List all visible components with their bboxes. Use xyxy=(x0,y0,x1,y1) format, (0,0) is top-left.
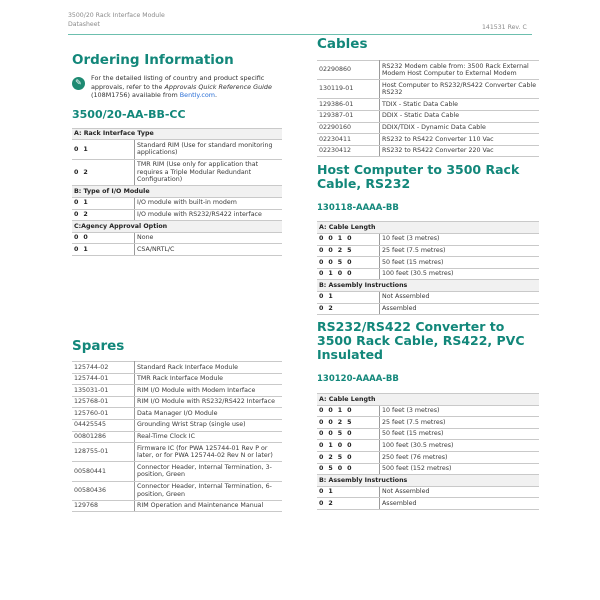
category-row xyxy=(317,222,539,234)
option-code: 0 1 xyxy=(317,486,380,498)
option-description: DDIX - Static Data Cable xyxy=(380,110,540,122)
option-description: 10 feet (3 metres) xyxy=(380,233,540,245)
option-description: Standard Rack Interface Module xyxy=(135,362,283,374)
header-divider xyxy=(68,34,532,35)
table-row xyxy=(72,500,282,512)
doc-number: 141531 Rev. C xyxy=(482,24,527,31)
table-row xyxy=(317,417,539,429)
option-code: 0 1 xyxy=(72,140,135,159)
option-code: 125760-01 xyxy=(72,408,135,420)
table-row xyxy=(317,428,539,440)
category-row xyxy=(317,475,539,487)
category-row xyxy=(72,221,282,233)
option-description: CSA/NRTL/C xyxy=(135,244,283,256)
option-description: Standard RIM (Use for standard monitoring applications) xyxy=(135,140,283,159)
option-code: 0 2 xyxy=(72,159,135,186)
table-row xyxy=(72,373,282,385)
ordering-title: Ordering Information xyxy=(72,52,234,68)
option-code: 0 0 2 5 xyxy=(317,417,380,429)
option-description: Data Manager I/O Module xyxy=(135,408,283,420)
spares-section xyxy=(72,338,282,512)
option-code: 04425545 xyxy=(72,419,135,431)
option-description: 100 feet (30.5 metres) xyxy=(380,440,540,452)
option-code: 02230412 xyxy=(317,145,380,157)
table-row xyxy=(317,405,539,417)
category-label: B: Type of I/O Module xyxy=(72,186,282,198)
option-code: 00801286 xyxy=(72,431,135,443)
option-description: None xyxy=(135,232,283,244)
table-row xyxy=(72,462,282,481)
table-row xyxy=(317,110,539,122)
guide-title: Approvals Quick Reference Guide xyxy=(164,82,272,91)
option-description: Grounding Wrist Strap (single use) xyxy=(135,419,283,431)
option-description: TMR RIM (Use only for application that requires a Triple Modular Redundant Configuration) xyxy=(135,159,283,186)
table-row xyxy=(317,245,539,257)
option-code: 0 2 xyxy=(72,209,135,221)
product-name: 3500/20 Rack Interface Module xyxy=(68,12,165,19)
spares-table xyxy=(72,361,282,512)
option-code: 129768 xyxy=(72,500,135,512)
category-label: B: Assembly Instructions xyxy=(317,475,539,487)
table-row xyxy=(72,481,282,500)
option-description: 50 feet (15 metres) xyxy=(380,428,540,440)
table-row xyxy=(317,145,539,157)
option-code: 129386-01 xyxy=(317,99,380,111)
approvals-note xyxy=(72,74,282,100)
note-text: For the detailed listing of country and product specific approvals, refer to the Approvals Quick Reference Guide (108M1756) available from Bently.com. xyxy=(91,74,272,100)
option-description: Assembled xyxy=(380,498,540,510)
option-description: 100 feet (30.5 metres) xyxy=(380,268,540,280)
host-cable-title: Host Computer to 3500 Rack Cable, RS232 xyxy=(317,162,520,192)
cables-table xyxy=(317,60,539,157)
cables-section xyxy=(317,36,539,510)
option-description: RS232 to RS422 Converter 110 Vac xyxy=(380,134,540,146)
option-code: 125744-02 xyxy=(72,362,135,374)
category-label: C:Agency Approval Option xyxy=(72,221,282,233)
table-row xyxy=(317,291,539,303)
option-code: 135031-01 xyxy=(72,385,135,397)
option-code: 0 0 5 0 xyxy=(317,428,380,440)
option-code: 0 1 xyxy=(72,197,135,209)
option-code: 0 2 5 0 xyxy=(317,452,380,464)
option-description: 500 feet (152 metres) xyxy=(380,463,540,475)
option-code: 130119-01 xyxy=(317,80,380,99)
option-description: 25 feet (7.5 metres) xyxy=(380,417,540,429)
table-row xyxy=(72,443,282,462)
ordering-part-number: 3500/20-AA-BB-CC xyxy=(72,107,186,121)
table-row xyxy=(317,463,539,475)
option-description: I/O module with built-in modem xyxy=(135,197,283,209)
ordering-section xyxy=(72,52,282,256)
table-row xyxy=(317,452,539,464)
option-code: 0 1 xyxy=(72,244,135,256)
option-code: 0 1 0 0 xyxy=(317,268,380,280)
option-code: 0 0 1 0 xyxy=(317,233,380,245)
table-row xyxy=(72,232,282,244)
table-row xyxy=(317,257,539,269)
option-code: 00580436 xyxy=(72,481,135,500)
table-row xyxy=(72,431,282,443)
option-code: 0 2 xyxy=(317,498,380,510)
option-description: 10 feet (3 metres) xyxy=(380,405,540,417)
category-row xyxy=(317,280,539,292)
table-row xyxy=(317,233,539,245)
cables-title: Cables xyxy=(317,36,368,52)
option-code: 0 5 0 0 xyxy=(317,463,380,475)
option-code: 0 0 xyxy=(72,232,135,244)
option-description: TMR Rack Interface Module xyxy=(135,373,283,385)
option-code: 0 0 5 0 xyxy=(317,257,380,269)
table-row xyxy=(72,396,282,408)
category-label: A: Cable Length xyxy=(317,394,539,406)
table-row xyxy=(317,268,539,280)
doc-type: Datasheet xyxy=(68,21,100,28)
option-code: 128755-01 xyxy=(72,443,135,462)
option-description: DDIX/TDIX - Dynamic Data Cable xyxy=(380,122,540,134)
option-description: TDIX - Static Data Cable xyxy=(380,99,540,111)
ordering-table xyxy=(72,128,282,256)
host-cable-table xyxy=(317,221,539,315)
category-label: B: Assembly Instructions xyxy=(317,280,539,292)
bently-link[interactable]: Bently.com xyxy=(179,91,215,100)
table-row xyxy=(317,134,539,146)
option-description: 50 feet (15 metres) xyxy=(380,257,540,269)
table-row xyxy=(72,244,282,256)
option-description: Connector Header, Internal Termination, 3-position, Green xyxy=(135,462,283,481)
table-row xyxy=(317,498,539,510)
option-description: I/O module with RS232/RS422 interface xyxy=(135,209,283,221)
option-code: 02230411 xyxy=(317,134,380,146)
table-row xyxy=(317,440,539,452)
converter-cable-title: RS232/RS422 Converter to 3500 Rack Cable, RS422, PVC Insulated xyxy=(317,319,525,363)
option-description: Not Assembled xyxy=(380,486,540,498)
option-code: 0 0 1 0 xyxy=(317,405,380,417)
table-row xyxy=(317,61,539,80)
category-row xyxy=(317,394,539,406)
option-code: 129387-01 xyxy=(317,110,380,122)
option-code: 0 0 2 5 xyxy=(317,245,380,257)
option-code: 0 2 xyxy=(317,303,380,315)
option-description: 25 feet (7.5 metres) xyxy=(380,245,540,257)
option-description: Not Assembled xyxy=(380,291,540,303)
host-cable-part-number: 130118-AAAA-BB xyxy=(317,203,399,214)
pencil-icon: ✎ xyxy=(72,77,85,90)
option-description: Connector Header, Internal Termination, 6-position, Green xyxy=(135,481,283,500)
option-code: 02290160 xyxy=(317,122,380,134)
option-code: 00580441 xyxy=(72,462,135,481)
converter-cable-part-number: 130120-AAAA-BB xyxy=(317,374,399,385)
option-code: 02290860 xyxy=(317,61,380,80)
category-label: A: Rack Interface Type xyxy=(72,128,282,140)
option-description: RS232 to RS422 Converter 220 Vac xyxy=(380,145,540,157)
converter-cable-table xyxy=(317,393,539,510)
table-row xyxy=(72,159,282,186)
table-row xyxy=(72,362,282,374)
table-row xyxy=(72,140,282,159)
category-label: A: Cable Length xyxy=(317,222,539,234)
option-description: RIM Operation and Maintenance Manual xyxy=(135,500,283,512)
table-row xyxy=(72,419,282,431)
option-code: 0 1 0 0 xyxy=(317,440,380,452)
option-description: RIM I/O Module with RS232/RS422 Interface xyxy=(135,396,283,408)
option-description: Real-Time Clock IC xyxy=(135,431,283,443)
option-description: RS232 Modem cable from: 3500 Rack External Modem Host Computer to External Modem xyxy=(380,61,540,80)
table-row xyxy=(317,303,539,315)
option-description: Firmware IC (for PWA 125744-01 Rev P or later, or for PWA 125744-02 Rev N or later) xyxy=(135,443,283,462)
page-header xyxy=(68,11,165,29)
option-code: 0 1 xyxy=(317,291,380,303)
category-row xyxy=(72,186,282,198)
table-row xyxy=(317,80,539,99)
option-description: 250 feet (76 metres) xyxy=(380,452,540,464)
option-code: 125744-01 xyxy=(72,373,135,385)
table-row xyxy=(317,99,539,111)
spares-title: Spares xyxy=(72,338,125,354)
table-row xyxy=(317,486,539,498)
option-description: Host Computer to RS232/RS422 Converter Cable RS232 xyxy=(380,80,540,99)
table-row xyxy=(72,209,282,221)
option-description: Assembled xyxy=(380,303,540,315)
category-row xyxy=(72,128,282,140)
option-description: RIM I/O Module with Modem Interface xyxy=(135,385,283,397)
table-row xyxy=(72,197,282,209)
option-code: 125768-01 xyxy=(72,396,135,408)
table-row xyxy=(72,385,282,397)
table-row xyxy=(317,122,539,134)
table-row xyxy=(72,408,282,420)
